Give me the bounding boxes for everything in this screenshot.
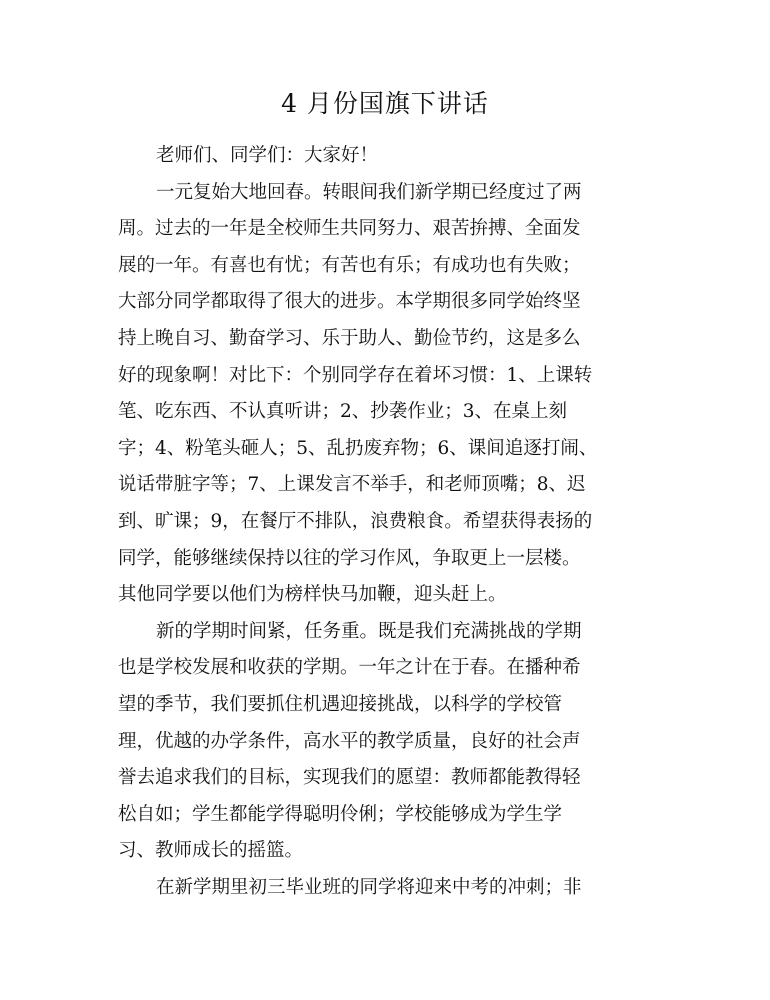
text-line: 说话带脏字等；7、上课发言不举手，和老师顶嘴；8、迟: [118, 474, 586, 496]
text-line: 在新学期里初三毕业班的同学将迎来中考的冲刺；非: [156, 876, 582, 898]
text-line: 展的一年。有喜也有忧；有苦也有乐；有成功也有失败；: [118, 254, 581, 276]
text-line: 其他同学要以他们为榜样快马加鞭，迎头赶上。: [118, 584, 507, 606]
document-body: [118, 142, 652, 910]
text-line: 好的现象啊！对比下：个别同学存在着坏习惯：1、上课转: [118, 364, 593, 386]
text-line: 也是学校发展和收获的学期。一年之计在于春。在播种希: [118, 657, 581, 679]
text-line: 习、教师成长的摇篮。: [118, 840, 304, 862]
text-line-greeting: 老师们、同学们：大家好！: [156, 145, 379, 166]
text-line: 持上晚自习、勤奋学习、乐于助人、勤俭节约，这是多么: [118, 327, 581, 349]
text-line: 大部分同学都取得了很大的进步。本学期很多同学始终坚: [118, 291, 581, 313]
text-line: 望的季节，我们要抓住机遇迎接挑战，以科学的学校管: [118, 693, 563, 715]
text-line: 字；4、粉笔头砸人；5、乱扔废弃物；6、课间追逐打闹、: [118, 437, 598, 459]
text-line: 周。过去的一年是全校师生共同努力、艰苦拚搏、全面发: [118, 218, 581, 240]
text-line: 笔、吃东西、不认真听讲；2、抄袭作业；3、在桌上刻: [118, 401, 568, 423]
text-line: 理，优越的办学条件，高水平的教学质量，良好的社会声: [118, 730, 581, 752]
text-line: 到、旷课；9，在餐厅不排队，浪费粮食。希望获得表扬的: [118, 510, 593, 532]
text-line: 一元复始大地回春。转眼间我们新学期已经度过了两: [156, 181, 582, 203]
text-line: 松自如；学生都能学得聪明伶俐；学校能够成为学生学: [118, 803, 563, 825]
text-line: 誉去追求我们的目标，实现我们的愿望：教师都能教得轻: [118, 767, 581, 789]
document-title: 4 月份国旗下讲话: [281, 89, 489, 118]
text-line: 新的学期时间紧，任务重。既是我们充满挑战的学期: [156, 620, 582, 642]
text-line: 同学，能够继续保持以往的学习作风，争取更上一层楼。: [118, 547, 581, 569]
